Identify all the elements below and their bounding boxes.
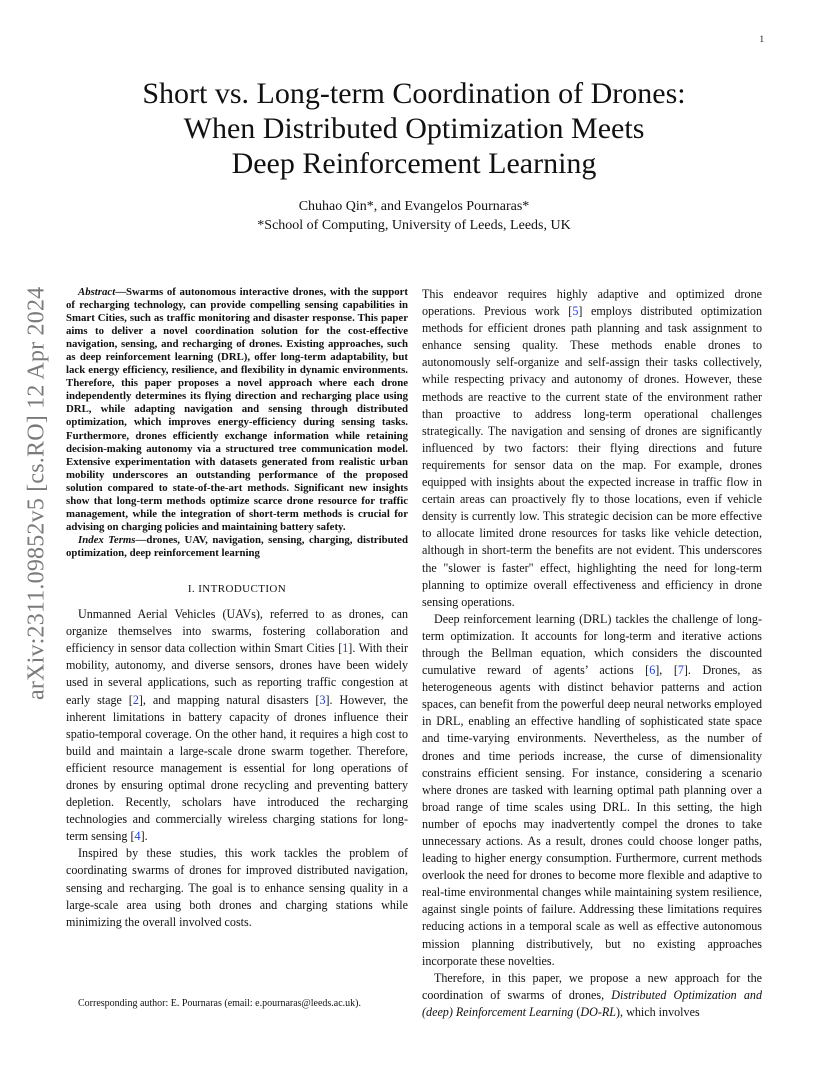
title-line-1: Short vs. Long-term Coordination of Drones: <box>142 77 686 110</box>
citation-link[interactable]: 1 <box>342 641 349 656</box>
abstract <box>66 286 408 534</box>
paragraph-text: ]. With their mobility, autonomy, and diverse sensors, drones have been widely used in several applications, such as reporting traffic congestion at early stage [ <box>66 641 408 707</box>
body-paragraph <box>422 611 762 970</box>
left-column <box>66 286 408 931</box>
title-line-2: When Distributed Optimization Meets <box>183 112 645 145</box>
paragraph-text: ]. <box>140 829 148 844</box>
index-terms <box>66 534 408 560</box>
paper-title <box>80 76 748 181</box>
paragraph-text: This endeavor requires highly adaptive and optimized drone operations. Previous work [ <box>422 287 762 319</box>
paragraph-text: ] employs distributed optimization methods for efficient drones path planning and task assignment to enhance sensing quality. These methods enable drones to autonomously self-organize and self-assign their tasks collectively, while respecting privacy and autonomy of drones. However, these methods are reactive to the current state of the environment rather than proactive to address long-term operational challenges strategically. The navigation and sensing of drones are significantly influenced by two factors: their flying directions and future requirements for sensor data on the map. For example, drones equipped with insights about the expected increase in traffic flow in certain areas can proactively fly to those locations, even if vehicle density is currently low. This strategic decision can be more effective to allocate limited drone resources for tasks like vehicle detection, although in short-term the benefits are not evident. This underscores the "slower is faster" effect, highlighting the need for long-term planning to optimize overall effectiveness and efficiency in drone sensing operations. <box>422 304 762 609</box>
left-body <box>66 606 408 931</box>
citation-link[interactable]: 7 <box>677 663 684 678</box>
right-body <box>422 286 762 1021</box>
index-terms-label: Index Terms <box>78 533 136 546</box>
footnote <box>66 998 408 1009</box>
section-heading: I. INTRODUCTION <box>187 582 287 595</box>
footnote-text: Corresponding author: E. Pournaras (email: e.pournaras@leeds.ac.uk). <box>78 998 362 1009</box>
title-line-3: Deep Reinforcement Learning <box>231 147 597 180</box>
citation-link[interactable]: 3 <box>319 692 326 707</box>
citation-link[interactable]: 4 <box>134 829 141 844</box>
paragraph-text: ], and mapping natural disasters [ <box>138 692 320 707</box>
abstract-label: Abstract <box>78 286 116 298</box>
author-affiliation: *School of Computing, University of Leeds, Leeds, UK <box>257 218 571 233</box>
citation-link[interactable]: 5 <box>572 304 579 319</box>
index-terms-text: —drones, UAV, navigation, sensing, charging, distributed optimization, deep reinforcement learning <box>66 533 408 559</box>
abstract-text: —Swarms of autonomous interactive drones, with the support of recharging technology, can provide compelling sensing capabilities in Smart Cities, such as traffic monitoring and disaster response. This paper aims to deliver a novel coordination solution for the cost-effective navigation, sensing, and recharging of drones. Existing approaches, such as deep reinforcement learning (DRL), offer long-term adaptability, but lack energy efficiency, resilience, and flexibility in dynamic environments. Therefore, this paper proposes a novel approach where each drone independently determines its flying direction and recharging place using DRL, while adapting navigation and sensing through distributed optimization, which improves energy-efficiency during sensing tasks. Furthermore, drones efficiently exchange information while retaining decision-making autonomy via a structured tree communication model. Extensive experimentation with datasets generated from realistic urban mobility underscores an outstanding performance of the proposed solution compared to state-of-the-art methods. Significant new insights show that long-term methods optimize scarce drone resource for traffic management, while the integration of short-term methods is crucial for advising on charging policies and maintaining battery safety. <box>66 286 408 533</box>
paragraph-text: Unmanned Aerial Vehicles (UAVs), referred to as drones, can organize themselves into swarms, fostering collaboration and efficiency in sensor data collection within Smart Cities [ <box>66 607 408 656</box>
paragraph-text: DO-RL <box>580 1004 617 1019</box>
body-paragraph <box>66 606 408 845</box>
paragraph-text: ( <box>573 1004 581 1019</box>
paragraph-text: ]. However, the inherent limitations in battery capacity of drones influence their spatio-temporal coverage. On the other hand, it requires a high cost to build and maintain a large-scale drone swarm together. Therefore, efficient resource management is essential for long operations of drones by ensuring optimal drone recycling and preventing battery depletion. Recently, scholars have introduced the recharging technologies and commercially wireless charging stations for long-term sensing [ <box>66 692 408 844</box>
page-number: 1 <box>759 34 764 44</box>
citation-link[interactable]: 2 <box>132 692 139 707</box>
citation-link[interactable]: 6 <box>649 663 656 678</box>
paragraph-text: Distributed Optimization and (deep) Reinforcement Learning <box>422 987 762 1019</box>
author-names: Chuhao Qin*, and Evangelos Pournaras* <box>298 199 530 214</box>
paragraph-text: ]. Drones, as heterogeneous agents with distinct behavior patterns and action spaces, can benefit from the powerful deep neural networks employed in DRL, enabling an effective handling of sophisticated state space and time-varying environments. Nevertheless, as the number of drones and time periods increase, the curse of dimensionality constrains efficient sensing. For instance, considering a scenario where drones are tasked with learning optimal path planning over a broad range of time scales using DRL. In this setting, the high number of epochs may inadvertently compel the drones to take unnecessary actions. As a result, drones could choose longer paths, leading to higher energy consumption. Furthermore, current methods overlook the need for drones to become more flexible and adaptive to real-time environmental changes while maintaining system resilience, against single points of failure. Addressing these limitations requires reducing actions in a temporal scale as well as effective autonomous mission planning distributively, but no existing approaches incorporate these novelties. <box>422 663 762 968</box>
paragraph-text: ), which involves <box>616 1004 700 1019</box>
arxiv-identifier-stamp: arXiv:2311.09852v5 [cs.RO] 12 Apr 2024 <box>23 286 50 701</box>
body-paragraph <box>422 286 762 611</box>
body-paragraph <box>66 845 408 930</box>
body-paragraph <box>422 970 762 1021</box>
author-block <box>80 197 748 235</box>
paragraph-text: ], [ <box>655 663 678 678</box>
paragraph-text: Deep reinforcement learning (DRL) tackles the challenge of long-term optimization. It accounts for long-term and iterative actions through the Bellman equation, which considers the discounted cumulative reward of agents’ actions [ <box>422 611 762 678</box>
paragraph-text: Therefore, in this paper, we propose a new approach for the coordination of swarms of drones, <box>422 970 762 1002</box>
right-column <box>422 286 762 1021</box>
paragraph-text: Inspired by these studies, this work tackles the problem of coordinating swarms of drones for improved distributed navigation, sensing and recharging. The goal is to enhance sensing quality in a large-scale area using both drones and charging stations while minimizing the overall involved costs. <box>66 846 408 929</box>
